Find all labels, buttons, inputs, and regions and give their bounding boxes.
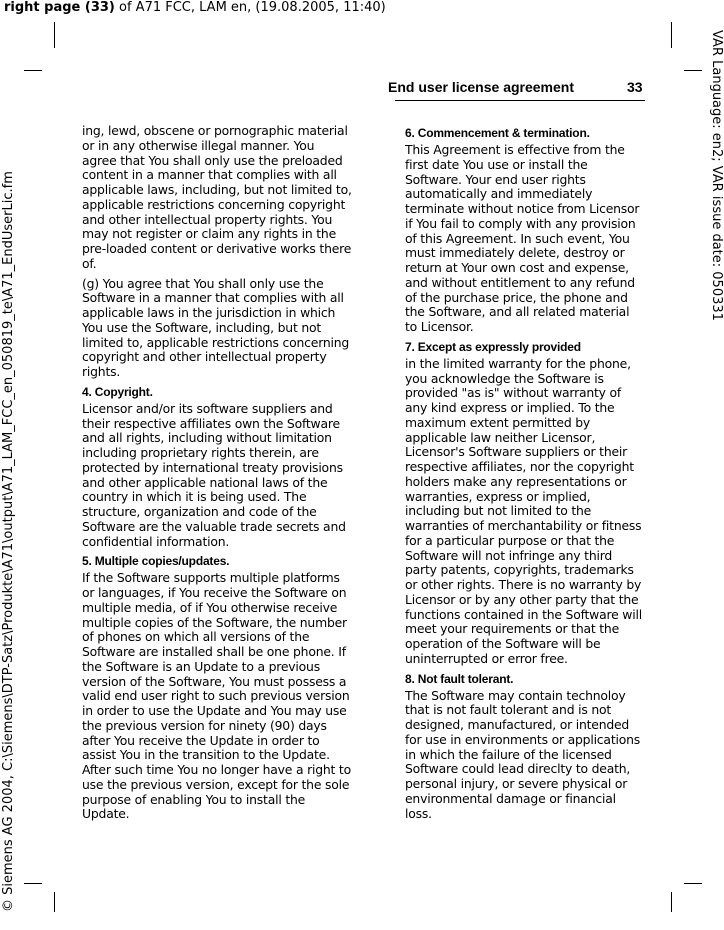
running-header-title: End user license agreement [388,79,574,95]
slug-details: of A71 FCC, LAM en, (19.08.2005, 11:40) [114,0,386,15]
page-number: 33 [627,79,643,95]
paragraph: This Agreement is effective from the first date You use or install the Software. Your end user rights automatically and immediately terminate without notice from Licensor if You fail to comply with any provision of this Agreement. In such event, You must immediately delete, destroy or return at Your own cost and expense, and without entitlement to any refund of the purchase price, the phone and the Software, and all related material to Licensor. [405,142,640,334]
section-heading: 7. Except as expressly provided [405,339,581,354]
crop-mark [54,22,55,48]
crop-mark [24,883,42,884]
crop-mark [24,70,42,71]
crop-mark [684,883,702,884]
section-heading: 4. Copyright. [82,384,153,399]
file-path-margin-text: © Siemens AG 2004, C:\Siemens\DTP-Satz\Produkte\A71\output\A71_LAM_FCC_en_050819_te\A71_EndUserLic.fm [1,171,16,912]
section-heading: 8. Not fault tolerant. [405,671,514,686]
section-heading: 6. Commencement & termination. [405,126,590,140]
crop-mark [671,22,672,48]
paragraph: Licensor and/or its software suppliers and their respective affiliates own the Software and all rights, including without limitation including proprietary rights therein, are protected by international treaty provisions and other applicable national laws of the country in which it is being used. The structure, organization and code of the Software are the valuable trade secrets and confidential information. [82,400,346,549]
crop-mark [684,70,702,71]
header-rule [395,100,645,101]
var-language-margin-text: VAR Language: en2; VAR issue date: 050331 [709,30,724,321]
crop-mark [54,892,55,912]
paragraph: The Software may contain technoloy that is not fault tolerant and is not designed, manufactured, or intended for use in environments or applications in which the failure of the licensed Software could lead direclty to death, personal injury, or severe physical or environmental damage or financial loss. [405,687,641,821]
right-column [405,124,645,826]
crop-mark [671,892,672,912]
paragraph: ing, lewd, obscene or pornographic material or in any otherwise illegal manner. You agree that You shall only use the preloaded content in a manner that complies with all applicable laws, including, but not limited to, applicable restrictions concerning copyright and other intellectual property rights. You may not register or claim any rights in the pre-loaded content or derivative works there of. [82,123,352,271]
paragraph: (g) You agree that You shall only use the Software in a manner that complies with all applicable laws in the jurisdiction in which You use the Software, including, but not limited to, applicable restrictions concerning copyright and other intellectual property rights. [82,275,350,379]
slug-page-label: right page (33) [4,0,115,15]
left-column [82,124,352,827]
paragraph: in the limited warranty for the phone, you acknowledge the Software is provided "as is" without warranty of any kind express or implied. To the maximum extent permitted by applicable law neither Licensor, Licensor's Software suppliers or their respective affiliates, nor the copyright holders make any representations or warranties, express or implied, including but not limited to the warranties of merchantability or fitness for a particular purpose or that the Software will not infringe any third party patents, copyrights, trademarks or other rights. There is no warranty by Licensor or by any other party that the functions contained in the Software will meet your requirements or that the operation of the Software will be uninterrupted or error free. [405,355,642,666]
paragraph: If the Software supports multiple platforms or languages, if You receive the Software on multiple media, of if You otherwise receive multiple copies of the Software, the number of phones on which all versions of the Software are installed shall be one phone. If the Software is an Update to a previous version of the Software, You must possess a valid end user right to such previous version in order to use the Update and You may use the previous version for ninety (90) days after You receive the Update in order to assist You in the transition to the Update. After such time You no longer have a right to use the previous version, except for the sole purpose of enabling You to install the Update. [82,570,351,822]
section-heading: 5. Multiple copies/updates. [82,554,230,569]
print-slug [4,0,386,15]
